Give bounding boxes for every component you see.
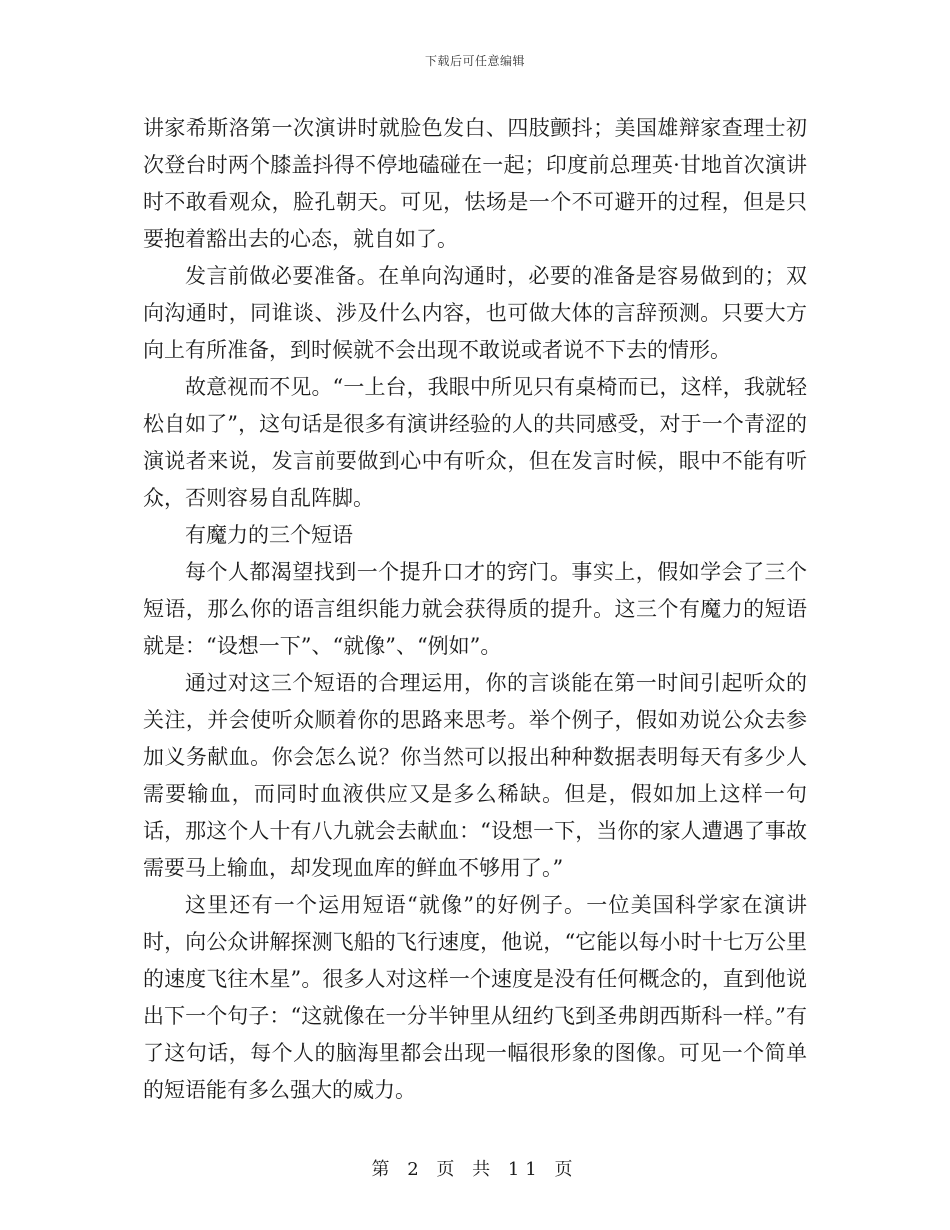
paragraph-jiu-xiang-example: 这里还有一个运用短语“就像”的好例子。一位美国科学家在演讲时，向公众讲解探测飞船的飞行速度，他说，“它能以每小时十七万公里的速度飞往木星”。很多人对这样一个速度是没有任何概念的，直到他说出下一个句子：“这就像在一分半钟里从纽约飞到圣弗朗西斯科一样。”有了这句话，每个人的脑海里都会出现一幅很形象的图像。可见一个简单的短语能有多么强大的威力。 [143,893,807,1102]
paragraph-blood-donation-example: 通过对这三个短语的合理运用，你的言谈能在第一时间引起听众的关注，并会使听众顺着你的思路来思考。举个例子，假如劝说公众去参加义务献血。你会怎么说？你当然可以报出种种数据表明每天有多少人需要输血，而同时血液供应又是多么稀缺。但是，假如加上这样一句话，那这个人十有八九就会去献血：“设想一下，当你的家人遭遇了事故需要马上输血，却发现血库的鲜血不够用了。” [143,671,807,880]
page-header: 下载后可任意编辑 [424,54,525,68]
section-heading: 有魔力的三个短语 [185,523,353,547]
document-body [143,110,807,1109]
paragraph-three-phrases: 每个人都渴望找到一个提升口才的窍门。事实上，假如学会了三个短语，那么你的语言组织能力就会获得质的提升。这三个有魔力的短语就是：“设想一下”、“就像”、“例如”。 [143,560,807,658]
paragraph-continuation: 讲家希斯洛第一次演讲时就脸色发白、四肢颤抖；美国雄辩家查理士初次登台时两个膝盖抖得不停地磕碰在一起；印度前总理英·甘地首次演讲时不敢看观众，脸孔朝天。可见，怯场是一个不可避开的过程，但是只要抱着豁出去的心态，就自如了。 [143,116,807,251]
page-footer: 第 2 页 共 11 页 [371,1159,579,1180]
paragraph-ignore-audience: 故意视而不见。“一上台，我眼中所见只有桌椅而已，这样，我就轻松自如了”，这句话是很多有演讲经验的人的共同感受，对于一个青涩的演说者来说，发言前要做到心中有听众，但在发言时候，眼中不能有听众，否则容易自乱阵脚。 [143,375,807,510]
paragraph-preparation: 发言前做必要准备。在单向沟通时，必要的准备是容易做到的；双向沟通时，同谁谈、涉及什么内容，也可做大体的言辞预测。只要大方向上有所准备，到时候就不会出现不敢说或者说不下去的情形。 [143,264,807,362]
